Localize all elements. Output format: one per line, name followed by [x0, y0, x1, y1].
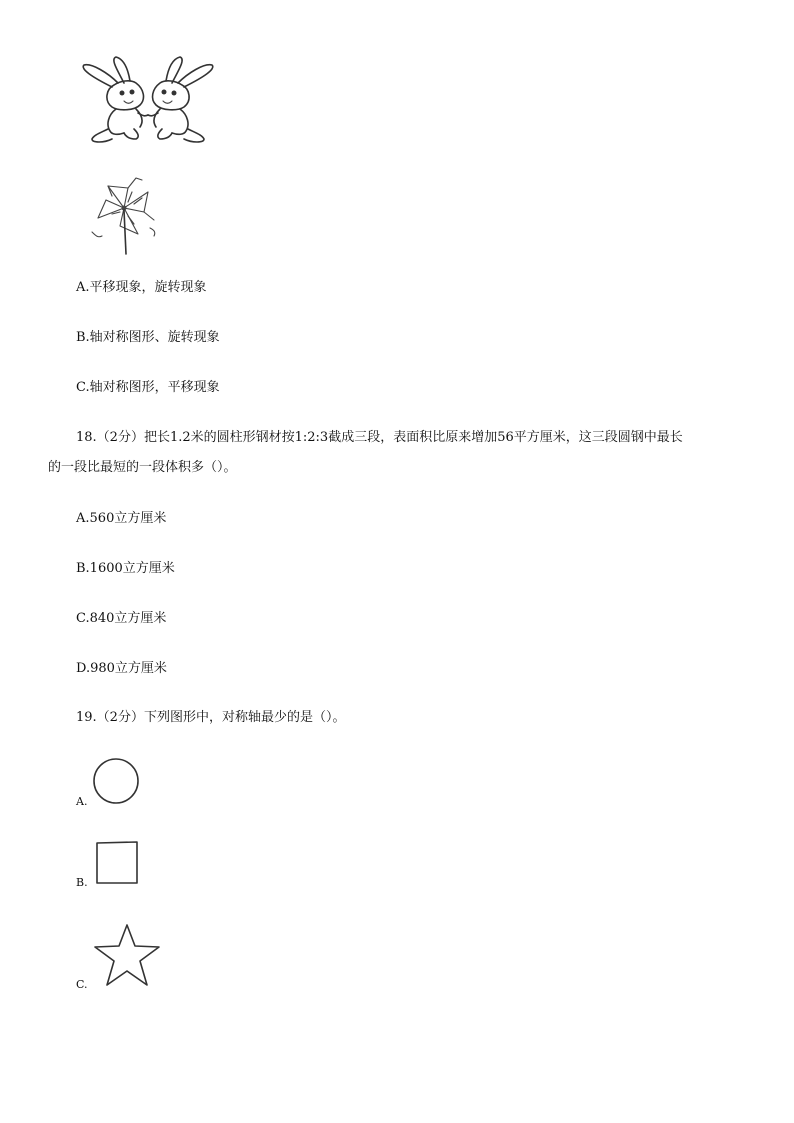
q17-option-a[interactable]: A.平移现象，旋转现象 [76, 280, 207, 295]
q18-option-d[interactable]: D.980立方厘米 [76, 661, 167, 676]
q19-stem: 19.（2分）下列图形中，对称轴最少的是（）。 [76, 710, 346, 725]
q19-option-c-label[interactable]: C. [76, 978, 88, 991]
q17-option-c[interactable]: C.轴对称图形，平移现象 [76, 380, 220, 395]
circle-icon[interactable] [92, 757, 142, 807]
left-rabbit [83, 57, 148, 142]
q19-option-a-label[interactable]: A. [76, 795, 88, 808]
square-icon[interactable] [94, 840, 140, 886]
pinwheel-figure [88, 172, 164, 256]
mirrored-rabbits-figure [78, 55, 218, 145]
q19-option-b-label[interactable]: B. [76, 876, 88, 889]
star-icon[interactable] [92, 922, 162, 988]
pinwheel-icon [92, 178, 155, 254]
q18-option-b[interactable]: B.1600立方厘米 [76, 561, 175, 576]
q18-stem-line2: 的一段比最短的一段体积多（）。 [48, 460, 237, 475]
q18-option-c[interactable]: C.840立方厘米 [76, 611, 167, 626]
q18-option-a[interactable]: A.560立方厘米 [76, 511, 167, 526]
q18-stem-line1: 18.（2分）把长1.2米的圆柱形钢材按1:2:3截成三段，表面积比原来增加56平方厘米，这三段圆钢中最长 [76, 430, 683, 445]
right-rabbit [148, 57, 213, 142]
q17-option-b[interactable]: B.轴对称图形、旋转现象 [76, 330, 220, 345]
